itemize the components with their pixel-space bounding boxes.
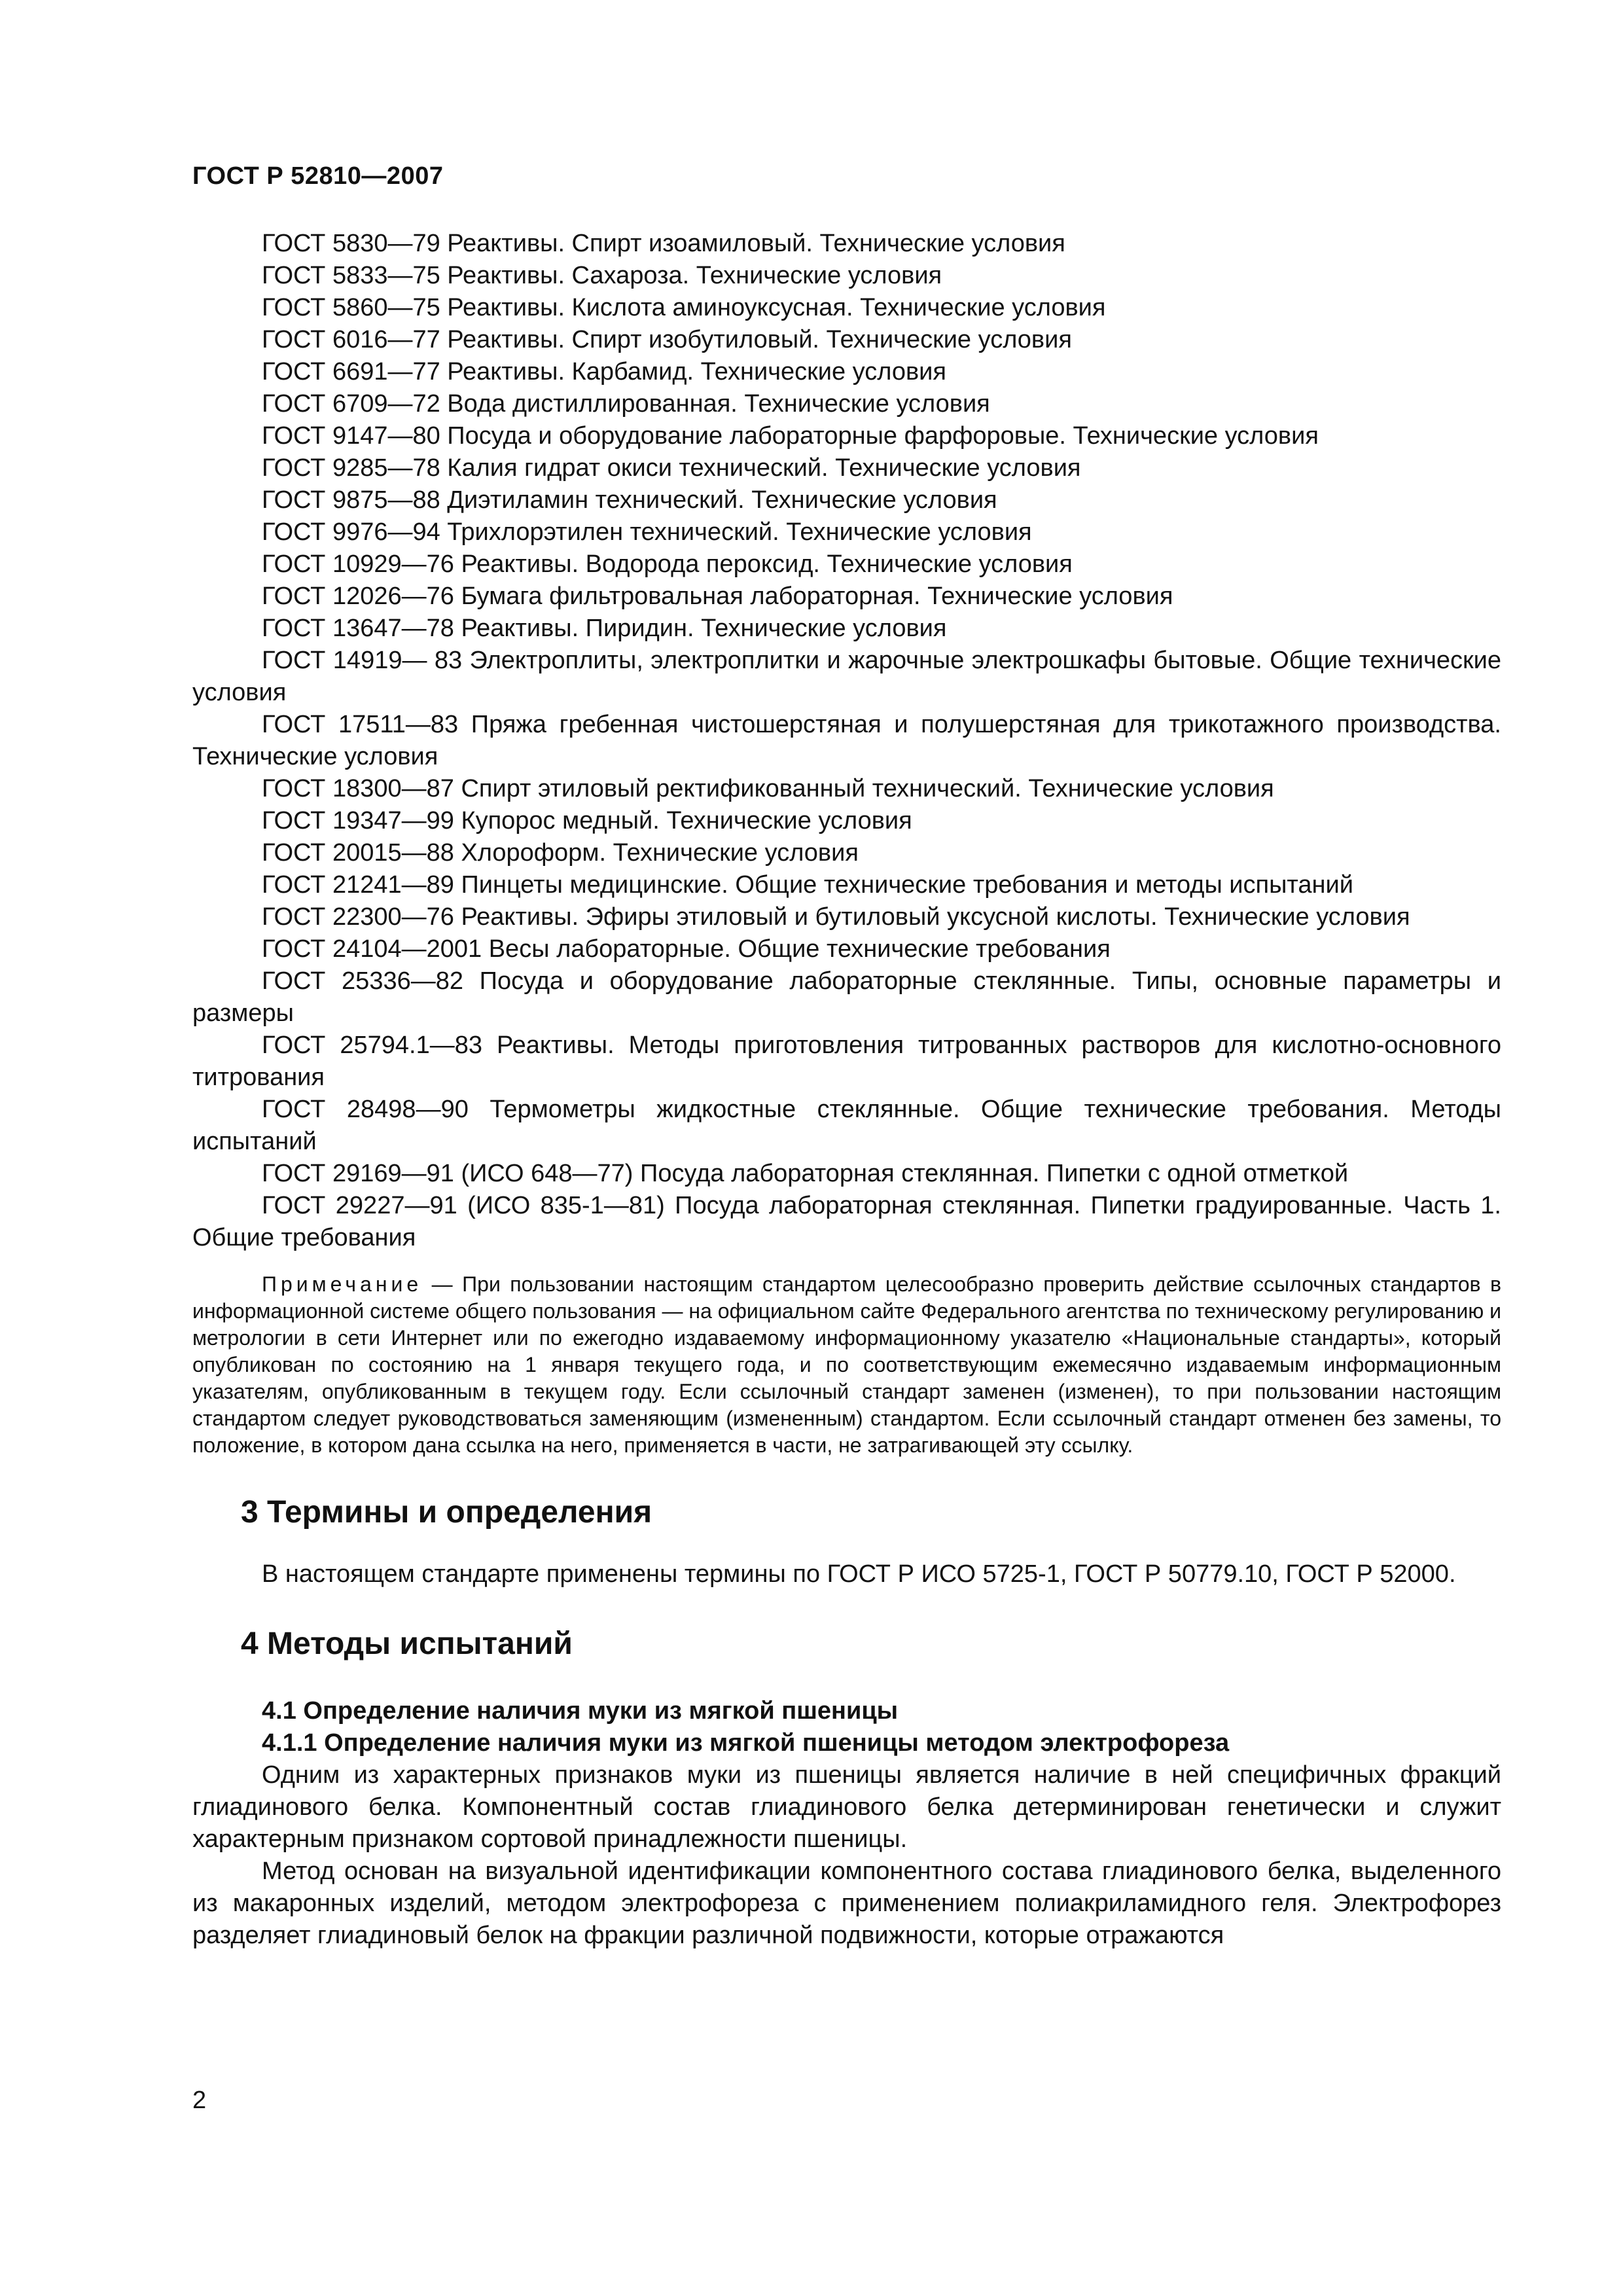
section-4-paragraph: Метод основан на визуальной идентификации компонентного состава глиадинового белка, выделенного из макаронных изделий, методом электрофореза с применением полиакриламидного геля. Электрофорез разделяет глиадиновый белок на фракции различной подвижности, которые отражаются	[192, 1857, 1501, 1949]
reference-item: ГОСТ 5830—79 Реактивы. Спирт изоамиловый. Технические условия	[262, 230, 1065, 257]
reference-item: ГОСТ 13647—78 Реактивы. Пиридин. Технические условия	[262, 615, 947, 642]
reference-item: ГОСТ 9875—88 Диэтиламин технический. Технические условия	[262, 486, 997, 514]
reference-item: ГОСТ 29169—91 (ИСО 648—77) Посуда лабораторная стеклянная. Пипетки с одной отметкой	[262, 1160, 1349, 1187]
note-label: Примечание	[262, 1272, 423, 1296]
spacer	[192, 1664, 1501, 1695]
section-3-title: 3 Термины и определения	[241, 1495, 652, 1530]
reference-item: ГОСТ 29227—91 (ИСО 835-1—81) Посуда лабораторная стеклянная. Пипетки градуированные. Часть 1. Общие требования	[192, 1192, 1501, 1251]
note-text: — При пользовании настоящим стандартом целесообразно проверить действие ссылочных стандартов в информационной системе общего пользования — на официальном сайте Федерального агентства по техническому регулированию и метрологии в сети Интернет или по ежегодно издаваемому информационному указателю «Национальные стандарты», который опубликован по состоянию на 1 января текущего года, и по соответствующим ежемесячно издаваемым информационным указателям, опубликованным в текущем году. Если ссылочный стандарт заменен (изменен), то при пользовании настоящим стандартом следует руководствоваться заменяющим (измененным) стандартом. Если ссылочный стандарт отменен без замены, то положение, в котором дана ссылка на него, применяется в части, не затрагивающей эту ссылку.	[192, 1272, 1501, 1457]
subsection-4-1-1-title: 4.1.1 Определение наличия муки из мягкой пшеницы методом электрофореза	[262, 1729, 1230, 1757]
reference-item: ГОСТ 20015—88 Хлороформ. Технические условия	[262, 839, 859, 867]
reference-item: ГОСТ 6709—72 Вода дистиллированная. Технические условия	[262, 390, 990, 418]
reference-item: ГОСТ 17511—83 Пряжа гребенная чистошерстяная и полушерстяная для трикотажного производства. Технические условия	[192, 711, 1501, 770]
subsection-4-1-title: 4.1 Определение наличия муки из мягкой пшеницы	[262, 1697, 899, 1725]
reference-item: ГОСТ 22300—76 Реактивы. Эфиры этиловый и бутиловый уксусной кислоты. Технические условия	[262, 903, 1410, 931]
reference-item: ГОСТ 25336—82 Посуда и оборудование лабораторные стеклянные. Типы, основные параметры и размеры	[192, 967, 1501, 1027]
reference-item: ГОСТ 9976—94 Трихлорэтилен технический. Технические условия	[262, 518, 1032, 546]
section-3-text: В настоящем стандарте применены термины по ГОСТ Р ИСО 5725-1, ГОСТ Р 50779.10, ГОСТ Р 52000.	[262, 1560, 1456, 1588]
reference-item: ГОСТ 5833—75 Реактивы. Сахароза. Технические условия	[262, 262, 942, 289]
reference-item: ГОСТ 28498—90 Термометры жидкостные стеклянные. Общие технические требования. Методы испытаний	[192, 1096, 1501, 1155]
reference-item: ГОСТ 14919— 83 Электроплиты, электроплитки и жарочные электрошкафы бытовые. Общие технические условия	[192, 647, 1501, 706]
reference-item: ГОСТ 25794.1—83 Реактивы. Методы приготовления титрованных растворов для кислотно-основного титрования	[192, 1031, 1501, 1091]
normative-references-list	[192, 228, 1501, 1254]
page-content	[192, 228, 1501, 1952]
document-header-code: ГОСТ Р 52810—2007	[192, 162, 444, 190]
reference-item: ГОСТ 12026—76 Бумага фильтровальная лабораторная. Технические условия	[262, 583, 1173, 610]
section-4-paragraph: Одним из характерных признаков муки из пшеницы является наличие в ней специфичных фракций глиадинового белка. Компонентный состав глиадинового белка детерминирован генетически и служит характерным признаком сортовой принадлежности пшеницы.	[192, 1761, 1501, 1853]
references-note	[192, 1271, 1501, 1459]
reference-item: ГОСТ 9147—80 Посуда и оборудование лабораторные фарфоровые. Технические условия	[262, 422, 1319, 450]
page-number: 2	[192, 2087, 207, 2114]
reference-item: ГОСТ 19347—99 Купорос медный. Технические условия	[262, 807, 912, 834]
reference-item: ГОСТ 5860—75 Реактивы. Кислота аминоуксусная. Технические условия	[262, 294, 1106, 321]
spacer	[192, 1532, 1501, 1558]
reference-item: ГОСТ 24104—2001 Весы лабораторные. Общие технические требования	[262, 935, 1111, 963]
section-4-title: 4 Методы испытаний	[241, 1626, 573, 1661]
reference-item: ГОСТ 18300—87 Спирт этиловый ректификованный технический. Технические условия	[262, 775, 1274, 802]
reference-item: ГОСТ 9285—78 Калия гидрат окиси технический. Технические условия	[262, 454, 1081, 482]
reference-item: ГОСТ 6016—77 Реактивы. Спирт изобутиловый. Технические условия	[262, 326, 1072, 353]
reference-item: ГОСТ 10929—76 Реактивы. Водорода пероксид. Технические условия	[262, 550, 1073, 578]
reference-item: ГОСТ 6691—77 Реактивы. Карбамид. Технические условия	[262, 358, 946, 386]
reference-item: ГОСТ 21241—89 Пинцеты медицинские. Общие технические требования и методы испытаний	[262, 871, 1353, 899]
